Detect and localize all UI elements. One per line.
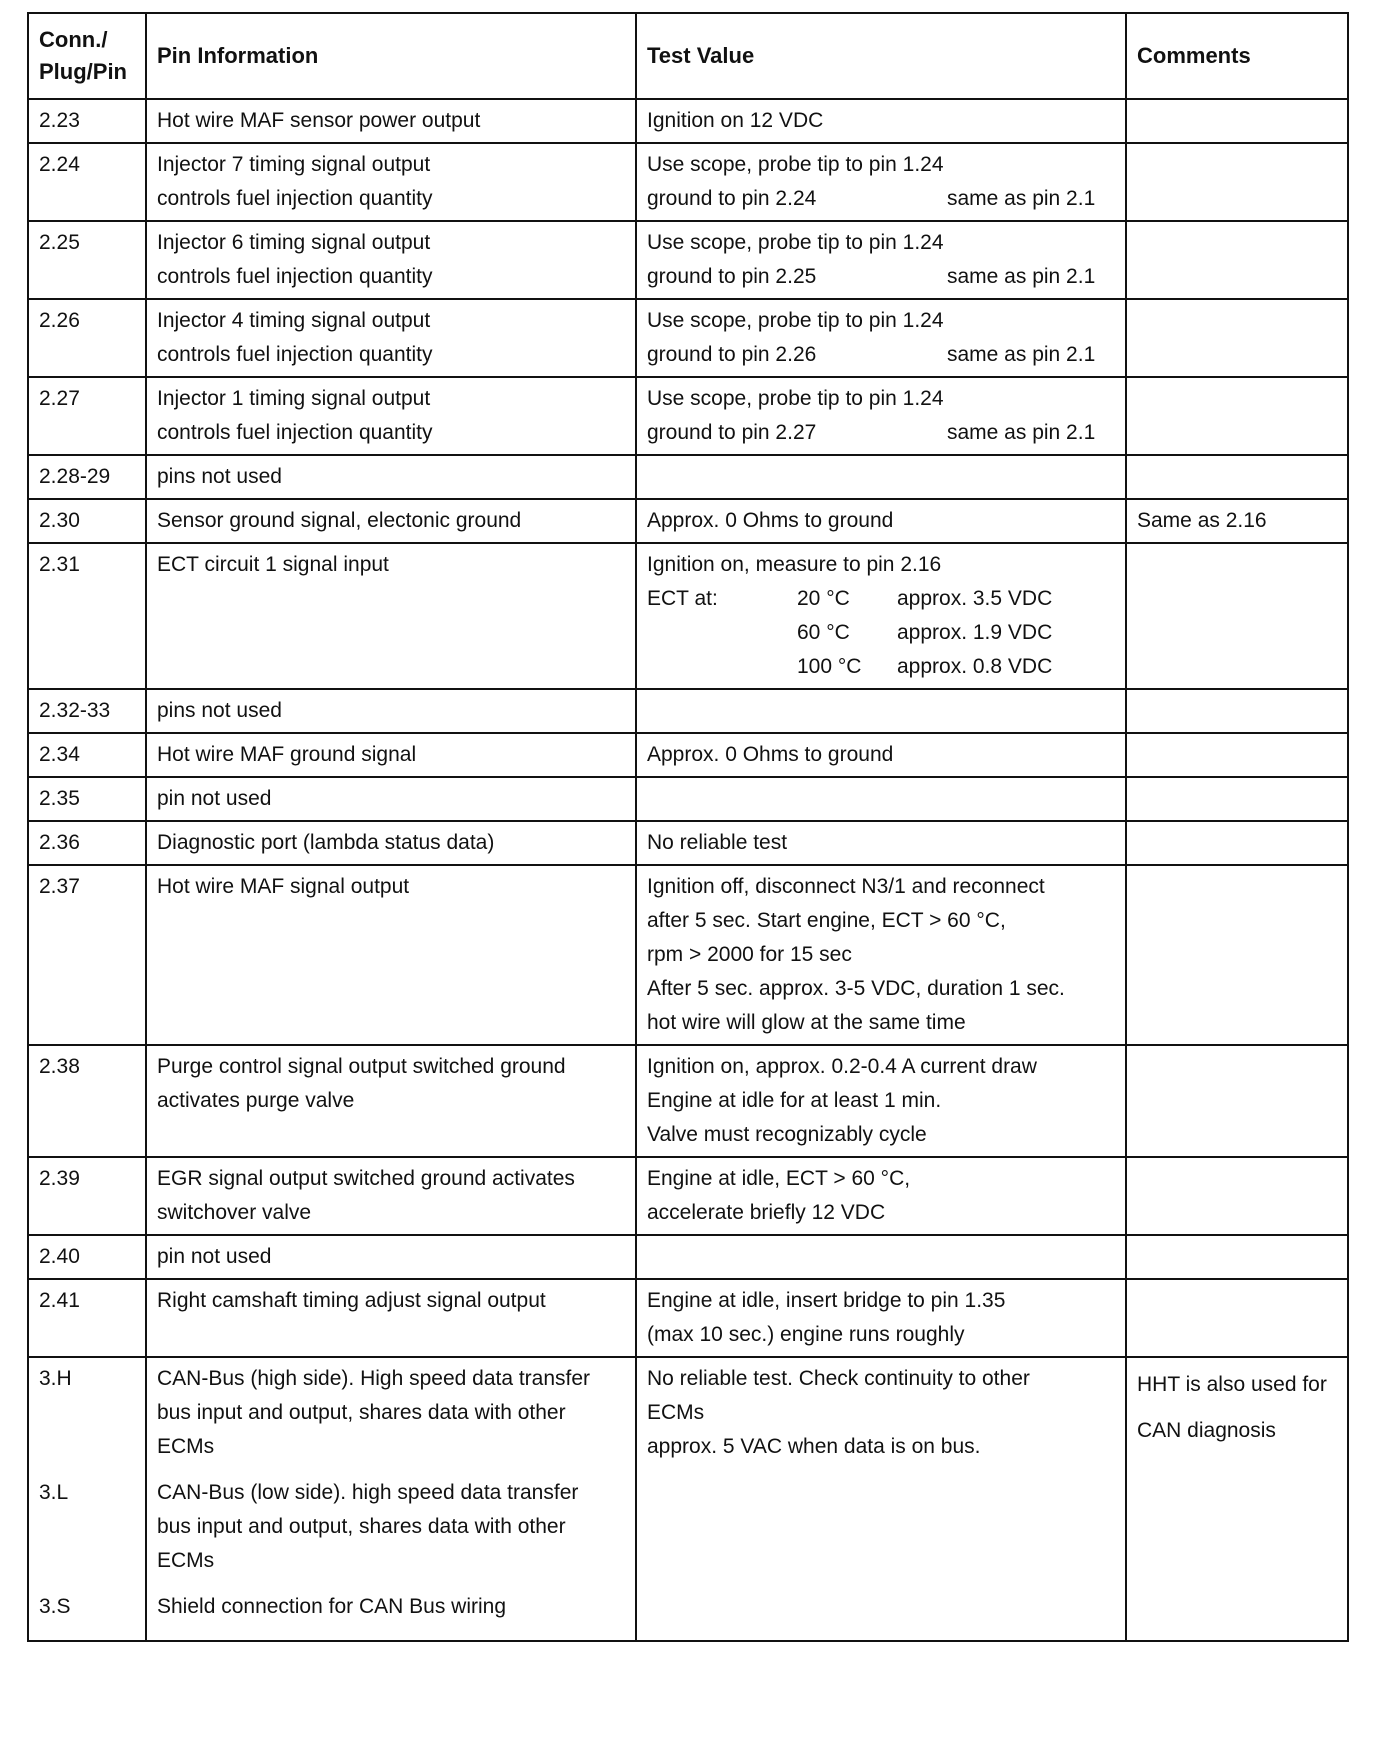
pin-info-line: pin not used: [157, 1245, 272, 1268]
pin-cell: 2.27: [28, 377, 146, 455]
pin-cell: 2.39: [28, 1157, 146, 1235]
pin-info-line: Injector 7 timing signal output: [157, 153, 431, 176]
pin-info-line: Injector 4 timing signal output: [157, 309, 431, 332]
ect-value: approx. 1.9 VDC: [897, 621, 1053, 644]
test-ground: ground to pin 2.25: [647, 265, 817, 288]
pin-info-line: bus input and output, shares data with other: [157, 1401, 566, 1424]
comment-cell: [1126, 543, 1348, 689]
table-row: [28, 299, 1348, 377]
pin-info-line: Hot wire MAF ground signal: [157, 743, 417, 766]
can-pin-id: 3.L: [39, 1481, 69, 1504]
table-row: [28, 221, 1348, 299]
test-line: Ignition on, approx. 0.2-0.4 A current draw: [647, 1055, 1037, 1078]
table-row: [28, 143, 1348, 221]
pin-cell: 2.40: [28, 1235, 146, 1279]
table-row: [28, 1235, 1348, 1279]
test-line: ECMs: [647, 1401, 705, 1424]
pin-cell: 2.38: [28, 1045, 146, 1157]
test-value-cell: [636, 1045, 1126, 1157]
pin-info-cell: [146, 99, 636, 143]
can-pin-block: [39, 1362, 137, 1464]
table-header-row: [28, 13, 1348, 99]
pin-info-line: Injector 6 timing signal output: [157, 231, 431, 254]
header-pin: Conn./ Plug/Pin: [28, 13, 146, 99]
test-line: Ignition on 12 VDC: [647, 109, 824, 132]
test-line: Ignition off, disconnect N3/1 and reconnect: [647, 875, 1045, 898]
pin-info-line: pins not used: [157, 465, 282, 488]
pin-info-line: ECMs: [157, 1549, 215, 1572]
pin-info-line: activates purge valve: [157, 1089, 355, 1112]
pin-cell: 2.26: [28, 299, 146, 377]
test-line: Use scope, probe tip to pin 1.24: [647, 309, 944, 332]
table-row: [28, 455, 1348, 499]
pin-info-line: Shield connection for CAN Bus wiring: [157, 1595, 507, 1618]
pin-info-cell: [146, 543, 636, 689]
test-value-cell: [636, 543, 1126, 689]
test-line: accelerate briefly 12 VDC: [647, 1201, 886, 1224]
ect-label: ECT at:: [647, 587, 718, 610]
pin-cell: 2.37: [28, 865, 146, 1045]
table-row: [28, 1157, 1348, 1235]
test-line: hot wire will glow at the same time: [647, 1011, 966, 1034]
ect-label: [647, 616, 797, 650]
pin-info-cell: [146, 865, 636, 1045]
pin-info-line: switchover valve: [157, 1201, 312, 1224]
test-line: Ignition on, measure to pin 2.16: [647, 553, 942, 576]
test-line: rpm > 2000 for 15 sec: [647, 943, 852, 966]
test-line: [647, 338, 1117, 372]
test-line: Approx. 0 Ohms to ground: [647, 743, 894, 766]
test-value-cell: [636, 377, 1126, 455]
table-row: [28, 689, 1348, 733]
pin-info-line: Hot wire MAF signal output: [157, 875, 410, 898]
pin-info-cell: [146, 1157, 636, 1235]
test-ground: ground to pin 2.24: [647, 187, 817, 210]
can-pin-id: 3.S: [39, 1595, 71, 1618]
test-line: Valve must recognizably cycle: [647, 1123, 927, 1146]
test-value-cell: [636, 99, 1126, 143]
pin-cell: 2.34: [28, 733, 146, 777]
can-info-block: [157, 1476, 627, 1578]
test-line: Use scope, probe tip to pin 1.24: [647, 387, 944, 410]
comment-cell: [1126, 1045, 1348, 1157]
test-line: [647, 182, 1117, 216]
test-line: Approx. 0 Ohms to ground: [647, 509, 894, 532]
test-line: [647, 260, 1117, 294]
pin-info-line: pin not used: [157, 787, 272, 810]
test-line: No reliable test. Check continuity to other: [647, 1367, 1030, 1390]
test-line: Engine at idle for at least 1 min.: [647, 1089, 942, 1112]
pin-info-line: EGR signal output switched ground activates: [157, 1167, 575, 1190]
table-row: [28, 821, 1348, 865]
pin-info-cell: [146, 1279, 636, 1357]
header-comments: Comments: [1126, 13, 1348, 99]
can-pin-id: 3.H: [39, 1367, 72, 1390]
table-row: [28, 1279, 1348, 1357]
pin-cell: 2.32-33: [28, 689, 146, 733]
pin-info-line: Purge control signal output switched ground: [157, 1055, 566, 1078]
ect-reading-row: [647, 650, 1117, 684]
test-line: [647, 416, 1117, 450]
pin-cell: 2.41: [28, 1279, 146, 1357]
table-row: [28, 777, 1348, 821]
ect-value: approx. 0.8 VDC: [897, 655, 1053, 678]
pin-info-line: ECMs: [157, 1435, 215, 1458]
pin-cell: 2.28-29: [28, 455, 146, 499]
test-ground: ground to pin 2.27: [647, 421, 817, 444]
pin-info-cell: [146, 777, 636, 821]
can-pin-spacer: [39, 1510, 137, 1544]
pin-cell: 2.30: [28, 499, 146, 543]
test-value-cell: [636, 777, 1126, 821]
pin-cell: 2.23: [28, 99, 146, 143]
pin-info-cell: [146, 499, 636, 543]
comment-cell: [1126, 99, 1348, 143]
test-value-cell: [636, 865, 1126, 1045]
test-value-cell: [636, 1279, 1126, 1357]
pin-table: [27, 12, 1349, 1642]
table-row-can-bus: [28, 1357, 1348, 1641]
table-row: [28, 377, 1348, 455]
table-row: [28, 499, 1348, 543]
comment-cell: [1126, 865, 1348, 1045]
pin-info-line: Sensor ground signal, electonic ground: [157, 509, 522, 532]
pin-info-line: pins not used: [157, 699, 282, 722]
pin-cell: [28, 1357, 146, 1641]
test-value-cell: [636, 821, 1126, 865]
pin-info-line: controls fuel injection quantity: [157, 421, 433, 444]
test-line: After 5 sec. approx. 3-5 VDC, duration 1 sec.: [647, 977, 1065, 1000]
pin-info-cell: [146, 821, 636, 865]
ect-temp: 20 °C: [797, 587, 850, 610]
pin-info-cell: [146, 1357, 636, 1641]
comment-cell: [1126, 143, 1348, 221]
test-value-cell: [636, 733, 1126, 777]
test-value-cell: [636, 499, 1126, 543]
ect-temp: 100 °C: [797, 655, 862, 678]
ect-value: approx. 3.5 VDC: [897, 587, 1053, 610]
test-line: No reliable test: [647, 831, 788, 854]
pin-info-cell: [146, 221, 636, 299]
pin-info-cell: [146, 455, 636, 499]
pin-info-line: ECT circuit 1 signal input: [157, 553, 389, 576]
pin-info-line: CAN-Bus (low side). high speed data transfer: [157, 1481, 579, 1504]
pin-info-line: controls fuel injection quantity: [157, 265, 433, 288]
pin-info-line: Injector 1 timing signal output: [157, 387, 431, 410]
table-row: [28, 543, 1348, 689]
pin-info-line: Diagnostic port (lambda status data): [157, 831, 495, 854]
test-value-cell: [636, 1235, 1126, 1279]
comment-cell: [1126, 1157, 1348, 1235]
pin-cell: 2.35: [28, 777, 146, 821]
test-line: approx. 5 VAC when data is on bus.: [647, 1435, 981, 1458]
pin-info-cell: [146, 1045, 636, 1157]
test-same-as: same as pin 2.1: [947, 421, 1096, 444]
pin-info-line: bus input and output, shares data with other: [157, 1515, 566, 1538]
comment-cell: [1126, 821, 1348, 865]
test-value-cell: [636, 1357, 1126, 1641]
test-value-cell: [636, 143, 1126, 221]
comment-cell: [1126, 733, 1348, 777]
comment-cell: [1126, 1357, 1348, 1641]
comment-cell: [1126, 221, 1348, 299]
header-info: Pin Information: [146, 13, 636, 99]
pin-info-line: controls fuel injection quantity: [157, 187, 433, 210]
pin-info-line: Right camshaft timing adjust signal output: [157, 1289, 546, 1312]
comment-cell: [1126, 299, 1348, 377]
test-value-cell: [636, 455, 1126, 499]
can-pin-block: [39, 1590, 137, 1624]
ect-reading-row: [647, 616, 1117, 650]
test-same-as: same as pin 2.1: [947, 265, 1096, 288]
pin-info-line: controls fuel injection quantity: [157, 343, 433, 366]
comment-cell: [1126, 377, 1348, 455]
pin-info-line: CAN-Bus (high side). High speed data transfer: [157, 1367, 591, 1390]
test-value-cell: [636, 1157, 1126, 1235]
ect-label: [647, 650, 797, 684]
test-same-as: same as pin 2.1: [947, 187, 1096, 210]
pin-cell: 2.25: [28, 221, 146, 299]
pin-info-cell: [146, 733, 636, 777]
can-pin-spacer: [39, 1430, 137, 1464]
table-row: [28, 99, 1348, 143]
test-ground: ground to pin 2.26: [647, 343, 817, 366]
pin-cell: 2.36: [28, 821, 146, 865]
test-line: Use scope, probe tip to pin 1.24: [647, 153, 944, 176]
comment-line: HHT is also used for: [1137, 1373, 1327, 1396]
ect-reading-row: [647, 582, 1117, 616]
can-info-block: [157, 1590, 627, 1624]
pin-info-cell: [146, 299, 636, 377]
pin-info-cell: [146, 1235, 636, 1279]
test-line: Use scope, probe tip to pin 1.24: [647, 231, 944, 254]
table-row: [28, 865, 1348, 1045]
header-test: Test Value: [636, 13, 1126, 99]
can-pin-spacer: [39, 1544, 137, 1578]
pin-info-cell: [146, 689, 636, 733]
comment-cell: [1126, 689, 1348, 733]
pin-cell: 2.24: [28, 143, 146, 221]
pin-info-cell: [146, 377, 636, 455]
comment-cell: Same as 2.16: [1126, 499, 1348, 543]
table-body: [28, 99, 1348, 1641]
comment-cell: [1126, 455, 1348, 499]
pin-info-cell: [146, 143, 636, 221]
test-line: (max 10 sec.) engine runs roughly: [647, 1323, 965, 1346]
table-row: [28, 1045, 1348, 1157]
can-pin-block: [39, 1476, 137, 1578]
test-line: after 5 sec. Start engine, ECT > 60 °C,: [647, 909, 1006, 932]
pin-info-line: Hot wire MAF sensor power output: [157, 109, 481, 132]
test-same-as: same as pin 2.1: [947, 343, 1096, 366]
test-value-cell: [636, 299, 1126, 377]
pin-cell: 2.31: [28, 543, 146, 689]
comment-cell: [1126, 777, 1348, 821]
test-value-cell: [636, 221, 1126, 299]
test-line: Engine at idle, ECT > 60 °C,: [647, 1167, 911, 1190]
comment-cell: [1126, 1279, 1348, 1357]
can-pin-spacer: [39, 1396, 137, 1430]
test-line: Engine at idle, insert bridge to pin 1.35: [647, 1289, 1006, 1312]
comment-cell: [1126, 1235, 1348, 1279]
comment-line: CAN diagnosis: [1137, 1419, 1276, 1442]
can-info-block: [157, 1362, 627, 1464]
test-value-cell: [636, 689, 1126, 733]
ect-temp: 60 °C: [797, 621, 850, 644]
table-row: [28, 733, 1348, 777]
